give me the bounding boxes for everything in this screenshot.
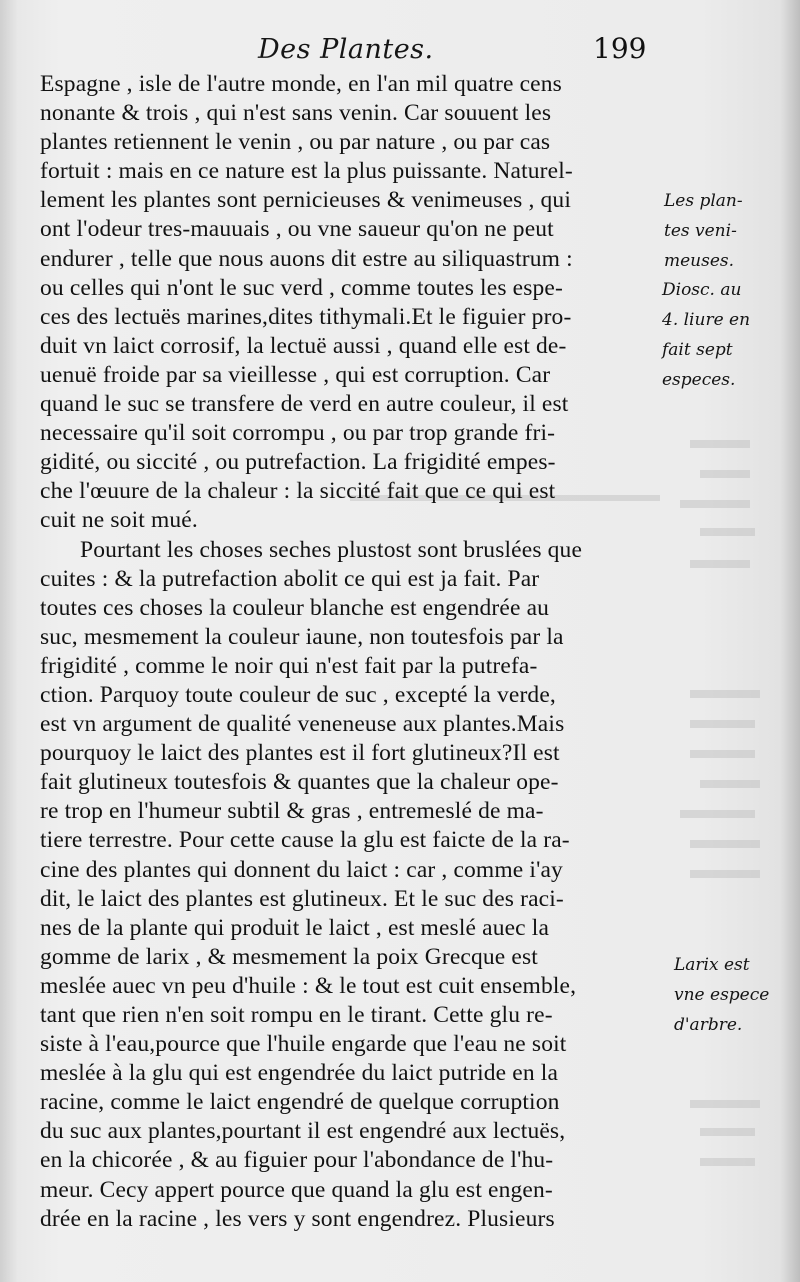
text-line: suc, mesmement la couleur iaune, non toutesfois par la <box>40 623 564 650</box>
body-text <box>40 70 660 1234</box>
text-line: meslée à la glu qui est engendrée du laict putride en la <box>40 1060 559 1087</box>
text-line: endurer , telle que nous auons dit estre au siliquastrum : <box>40 245 573 272</box>
margin-note-line: d'arbre. <box>674 1015 743 1035</box>
text-line: tant que rien n'en soit rompu en le tirant. Cette glu re- <box>40 1002 553 1028</box>
text-line: fait glutineux toutesfois & quantes que la chaleur ope- <box>40 769 559 796</box>
text-line: racine, comme le laict engendré de quelque corruption <box>40 1089 560 1116</box>
text-line: gomme de larix , & mesmement la poix Grecque est <box>40 943 538 970</box>
text-line: plantes retiennent le venin , ou par nature , ou par cas <box>40 129 551 156</box>
text-line: uenuë froide par sa vieillesse , qui est corruption. Car <box>40 361 551 388</box>
page-header <box>0 30 800 70</box>
margin-note-line: fait sept <box>662 340 733 360</box>
text-line: tiere terrestre. Pour cette cause la glu est faicte de la ra- <box>40 827 570 854</box>
margin-note-line: Les plan- <box>664 191 743 211</box>
text-line: est vn argument de qualité veneneuse aux plantes.Mais <box>40 711 565 738</box>
text-line: necessaire qu'il soit corrompu , ou par trop grande fri- <box>40 420 556 447</box>
text-line: ou celles qui n'ont le suc verd , comme toutes les espe- <box>40 274 563 301</box>
text-line: duit vn laict corrosif, la lectuë aussi , quand elle est de- <box>40 332 567 359</box>
paragraph-start-line: Pourtant les choses seches plustost sont bruslées que <box>80 536 583 563</box>
text-line: meslée auec vn peu d'huile : & le tout est cuit ensemble, <box>40 972 577 999</box>
text-line: re trop en l'humeur subtil & gras , entremeslé de ma- <box>40 798 544 825</box>
margin-note-venomous-plants <box>664 186 743 276</box>
margin-note-line: 4. liure en <box>662 310 751 330</box>
text-line: meur. Cecy appert pource que quand la glu est engen- <box>40 1176 553 1203</box>
text-line: pourquoy le laict des plantes est il fort glutineux?Il est <box>40 740 560 767</box>
text-line: cuites : & la putrefaction abolit ce qui est ja fait. Par <box>40 565 540 592</box>
margin-note-dioscorides <box>662 275 750 395</box>
text-line: cine des plantes qui donnent du laict : car , comme i'ay <box>40 856 563 883</box>
text-line: dit, le laict des plantes est glutineux. Et le suc des raci- <box>40 885 564 912</box>
text-line: ces des lectuës marines,dites tithymali.Et le figuier pro- <box>40 303 572 330</box>
text-line: en la chicorée , & au figuier pour l'abondance de l'hu- <box>40 1147 554 1174</box>
text-line: quand le suc se transfere de verd en autre couleur, il est <box>40 391 569 418</box>
text-line: fortuit : mais en ce nature est la plus puissante. Naturel- <box>40 158 573 185</box>
text-line: du suc aux plantes,pourtant il est engendré aux lectuës, <box>40 1118 566 1145</box>
running-head: Des Plantes. <box>258 34 434 65</box>
margin-note-line: meuses. <box>664 251 735 271</box>
margin-note-line: Larix est <box>674 955 750 975</box>
text-line: drée en la racine , les vers y sont engendrez. Plusieurs <box>40 1205 555 1232</box>
margin-note-line: tes veni- <box>664 221 737 241</box>
text-line: che l'œuure de la chaleur : la siccité fait que ce qui est <box>40 478 556 505</box>
text-line: Espagne , isle de l'autre monde, en l'an mil quatre cens <box>40 71 562 97</box>
margin-note-line: especes. <box>662 370 736 390</box>
text-line: gidité, ou siccité , ou putrefaction. La frigidité empes- <box>40 449 556 476</box>
text-line: frigidité , comme le noir qui n'est fait par la putrefa- <box>40 652 538 679</box>
text-line: cuit ne soit mué. <box>40 507 198 534</box>
text-line: siste à l'eau,pource que l'huile engarde que l'eau ne soit <box>40 1031 567 1058</box>
margin-note-line: vne espece <box>674 985 770 1005</box>
text-line: ction. Parquoy toute couleur de suc , excepté la verde, <box>40 681 556 708</box>
text-line: lement les plantes sont pernicieuses & venimeuses , qui <box>40 187 572 214</box>
page-number: 199 <box>593 32 647 65</box>
margin-note-line: Diosc. au <box>662 280 742 300</box>
text-line: ont l'odeur tres-mauuais , ou vne saueur qu'on ne peut <box>40 216 554 243</box>
text-line: nes de la plante qui produit le laict , est meslé auec la <box>40 914 550 941</box>
text-line: toutes ces choses la couleur blanche est engendrée au <box>40 594 550 621</box>
text-line: nonante & trois , qui n'est sans venin. Car souuent les <box>40 100 552 127</box>
margin-note-larix <box>674 950 769 1040</box>
